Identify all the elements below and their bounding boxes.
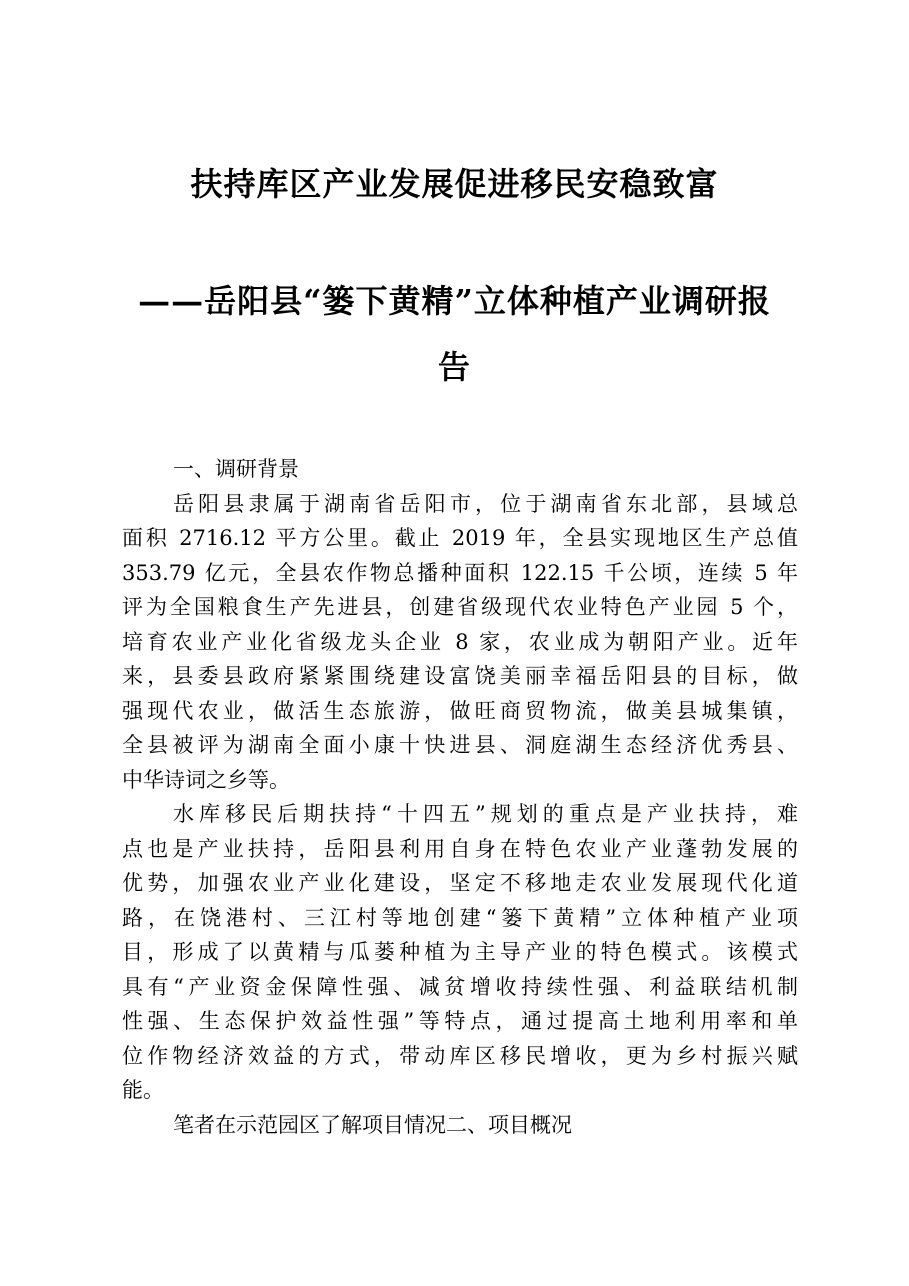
paragraph-line: 中华诗词之乡等。 xyxy=(122,767,290,792)
paragraph-line: 全县被评为湖南全面小康十快进县、洞庭湖生态经济优秀县、 xyxy=(122,733,798,757)
paragraph-line: 353.79 亿元，全县农作物总播种面积 122.15 千公顷，连续 5 年 xyxy=(122,560,798,585)
paragraph-line: 水库移民后期扶持“十四五”规划的重点是产业扶持，难 xyxy=(173,802,798,826)
paragraph-line: 来，县委县政府紧紧围绕建设富饶美丽幸福岳阳县的目标，做 xyxy=(122,664,798,688)
document-subtitle: ——岳阳县“篓下黄精”立体种植产业调研报 xyxy=(138,282,771,320)
paragraph-line: 目，形成了以黄精与瓜蒌种植为主导产业的特色模式。该模式 xyxy=(122,940,798,964)
paragraph-line: 具有“产业资金保障性强、减贫增收持续性强、利益联结机制 xyxy=(122,974,798,999)
paragraph-overview: 笔者在示范园区了解项目情况二、项目概况 xyxy=(173,1112,572,1137)
paragraph-line: 能。 xyxy=(122,1078,164,1102)
paragraph-line: 面积 2716.12 平方公里。截止 2019 年，全县实现地区生产总值 xyxy=(122,526,798,550)
paragraph-line: 点也是产业扶持，岳阳县利用自身在特色农业产业蓬勃发展的 xyxy=(122,836,798,861)
paragraph-line: 位作物经济效益的方式，带动库区移民增收，更为乡村振兴赋 xyxy=(122,1043,798,1068)
paragraph-line: 优势，加强农业产业化建设，坚定不移地走农业发展现代化道 xyxy=(122,871,798,895)
paragraph-line: 评为全国粮食生产先进县，创建省级现代农业特色产业园 5 个， xyxy=(122,595,798,619)
paragraph-line: 培育农业产业化省级龙头企业 8 家，农业成为朝阳产业。近年 xyxy=(122,629,798,654)
section-heading: 一、调研背景 xyxy=(173,457,299,481)
paragraph-line: 岳阳县隶属于湖南省岳阳市，位于湖南省东北部，县域总 xyxy=(173,491,798,516)
paragraph-resettlement xyxy=(122,797,798,1108)
paragraph-line: 性强、生态保护效益性强”等特点，通过提高土地利用率和单 xyxy=(122,1009,798,1033)
paragraph-line: 路，在饶港村、三江村等地创建“篓下黄精”立体种植产业项 xyxy=(122,905,798,930)
paragraph-line: 强现代农业，做活生态旅游，做旺商贸物流，做美县城集镇， xyxy=(122,698,798,723)
document-body xyxy=(122,452,798,1142)
document-title: 扶持库区产业发展促进移民安稳致富 xyxy=(190,165,719,203)
document-subtitle-continued: 告 xyxy=(437,348,471,386)
paragraph-background xyxy=(122,487,798,798)
